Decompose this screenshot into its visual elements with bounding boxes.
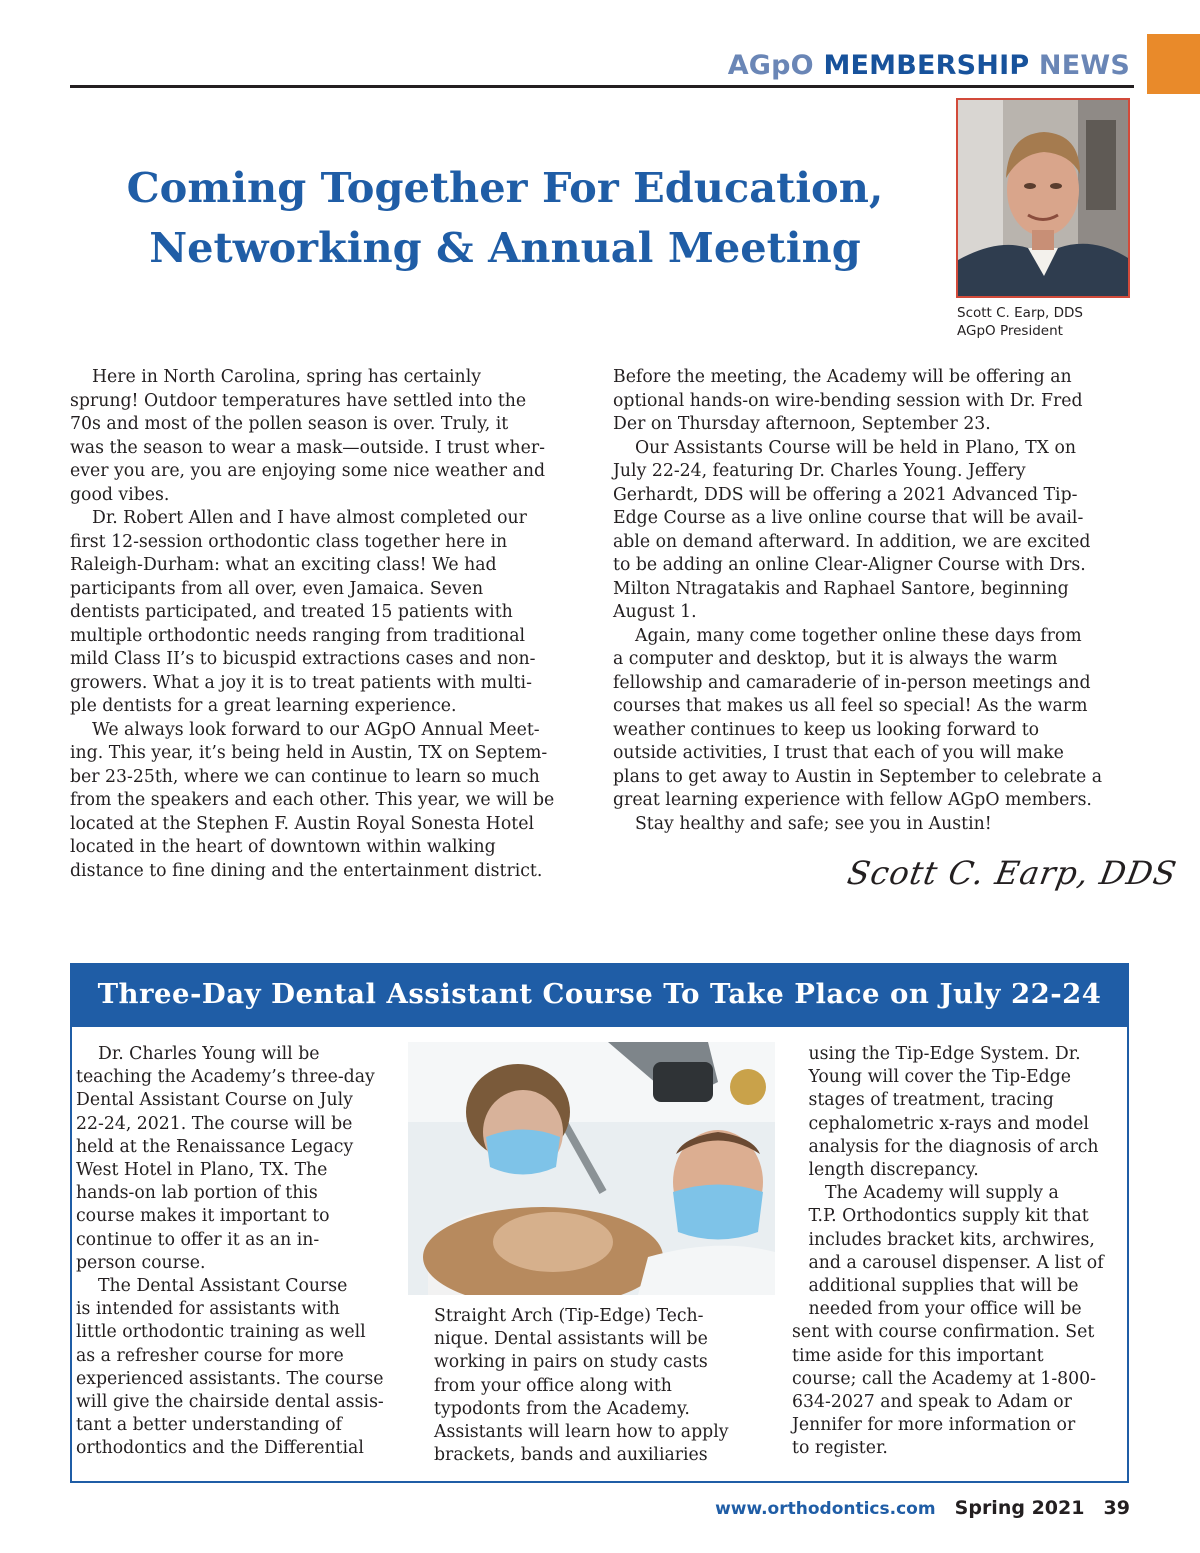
text-line: continue to offer it as an in- (76, 1229, 320, 1250)
text-line: first 12-session orthodontic class together here in (70, 531, 508, 552)
text-line: includes bracket kits, archwires, (792, 1229, 1095, 1250)
text-line: experienced assistants. The course (76, 1368, 384, 1389)
text-line: good vibes. (70, 484, 170, 505)
text-line: located in the heart of downtown within walking (70, 837, 496, 857)
text-line: multiple orthodontic needs ranging from traditional (70, 625, 526, 646)
text-line: course makes it important to (76, 1206, 330, 1227)
text-line: Raleigh-Durham: what an exciting class! We had (70, 555, 497, 575)
text-line: tant a better understanding of (76, 1415, 342, 1436)
text-line: using the Tip-Edge System. Dr. (792, 1044, 1081, 1064)
text-line: working in pairs on study casts (434, 1352, 708, 1373)
text-line: time aside for this important (792, 1345, 1044, 1366)
text-line: Dental Assistant Course on July (76, 1090, 353, 1111)
text-line: to register. (792, 1438, 888, 1459)
article-column-left (70, 366, 590, 883)
text-line: T.P. Orthodontics supply kit that (792, 1206, 1089, 1227)
page-edge-tab (1147, 34, 1200, 94)
text-line: a computer and desktop, but it is always the warm (613, 649, 1058, 669)
text-line: Again, many come together online these days from (613, 625, 1082, 646)
text-line: outside activities, I trust that each of you will make (613, 743, 1064, 763)
text-line: to be adding an online Clear-Aligner Course with Drs. (613, 555, 1086, 575)
text-line: hands-on lab portion of this (76, 1183, 318, 1204)
text-line: ple dentists for a great learning experience. (70, 696, 457, 716)
text-line: Our Assistants Course will be held in Plano, TX on (613, 437, 1076, 458)
text-line: Stay healthy and safe; see you in Austin! (613, 813, 992, 834)
course-column-middle (434, 1305, 728, 1467)
text-line: participants from all over, even Jamaica. Seven (70, 578, 484, 599)
text-line: course; call the Academy at 1-800- (792, 1368, 1096, 1389)
text-line: length discrepancy. (792, 1160, 979, 1181)
text-line: distance to fine dining and the entertainment district. (70, 860, 543, 881)
text-line: 22-24, 2021. The course will be (76, 1113, 353, 1134)
text-line: growers. What a joy it is to treat patients with multi- (70, 672, 532, 693)
text-line: fellowship and camaraderie of in-person meetings and (613, 672, 1091, 693)
section-header-main: MEMBERSHIP (823, 50, 1030, 81)
course-title: Three-Day Dental Assistant Course To Take Place on July 22-24 (97, 978, 1102, 1010)
dental-assistants-photo (408, 1042, 775, 1295)
text-line: We always look forward to our AGpO Annual Meet- (70, 719, 540, 740)
text-line: Edge Course as a live online course that will be avail- (613, 508, 1084, 528)
section-header-suffix: NEWS (1038, 50, 1130, 81)
text-line: brackets, bands and auxiliaries (434, 1445, 708, 1466)
text-line: sent with course confirmation. Set (792, 1322, 1095, 1343)
text-line: August 1. (613, 602, 697, 622)
text-line: Straight Arch (Tip-Edge) Tech- (434, 1306, 704, 1326)
course-column-left (76, 1043, 384, 1461)
article-title-line: Coming Together For Education, (126, 163, 884, 212)
text-line: Dr. Charles Young will be (76, 1044, 320, 1064)
page-number: 39 (1103, 1497, 1130, 1519)
text-line: courses that makes us all feel so special! As the warm (613, 696, 1088, 716)
article-column-right (613, 366, 1133, 836)
page-footer (600, 1497, 1130, 1519)
text-line: weather continues to keep us looking forward to (613, 719, 1040, 740)
text-line: able on demand afterward. In addition, we are excited (613, 531, 1091, 552)
text-line: ing. This year, it’s being held in Austin, TX on Septem- (70, 743, 548, 763)
text-line: additional supplies that will be (792, 1276, 1079, 1297)
text-line: analysis for the diagnosis of arch (792, 1136, 1099, 1157)
header-divider (70, 85, 1134, 88)
course-column-right (792, 1043, 1104, 1461)
caption-role: AGpO President (957, 323, 1063, 339)
text-line: orthodontics and the Differential (76, 1438, 364, 1459)
text-line: West Hotel in Plano, TX. The (76, 1160, 328, 1181)
text-line: July 22-24, featuring Dr. Charles Young. Jeffery (613, 461, 1026, 481)
text-line: will give the chairside dental assis- (76, 1392, 384, 1413)
text-line: The Academy will supply a (792, 1183, 1059, 1204)
text-line: is intended for assistants with (76, 1299, 340, 1320)
text-line: Milton Ntragatakis and Raphael Santore, beginning (613, 578, 1069, 599)
text-line: 634-2027 and speak to Adam or (792, 1392, 1072, 1413)
section-header (700, 50, 1130, 81)
text-line: sprung! Outdoor temperatures have settled into the (70, 390, 527, 411)
text-line: nique. Dental assistants will be (434, 1329, 708, 1350)
text-line: cephalometric x-rays and model (792, 1113, 1089, 1134)
text-line: typodonts from the Academy. (434, 1398, 690, 1419)
text-line: Young will cover the Tip-Edge (792, 1067, 1072, 1088)
text-line: Assistants will learn how to apply (434, 1422, 729, 1443)
text-line: person course. (76, 1252, 206, 1273)
text-line: mild Class II’s to bicuspid extractions cases and non- (70, 649, 536, 669)
text-line: teaching the Academy’s three-day (76, 1067, 375, 1088)
text-line: ever you are, you are enjoying some nice weather and (70, 461, 546, 481)
text-line: Gerhardt, DDS will be offering a 2021 Advanced Tip- (613, 484, 1078, 505)
text-line: needed from your office will be (792, 1299, 1082, 1320)
caption-name: Scott C. Earp, DDS (957, 305, 1084, 321)
text-line: as a refresher course for more (76, 1345, 344, 1366)
footer-issue: Spring 2021 (954, 1497, 1085, 1519)
author-photo (956, 98, 1130, 298)
text-line: Jennifer for more information or (792, 1415, 1076, 1436)
article-title-line: Networking & Annual Meeting (149, 223, 861, 272)
section-header-prefix: AGpO (727, 50, 814, 81)
text-line: Der on Thursday afternoon, September 23. (613, 414, 991, 434)
text-line: Here in North Carolina, spring has certainly (70, 367, 481, 387)
text-line: stages of treatment, tracing (792, 1090, 1054, 1111)
text-line: from your office along with (434, 1375, 672, 1396)
text-line: held at the Renaissance Legacy (76, 1136, 354, 1157)
text-line: little orthodontic training as well (76, 1322, 366, 1343)
text-line: ber 23-25th, where we can continue to learn so much (70, 766, 540, 787)
text-line: was the season to wear a mask—outside. I trust wher- (70, 437, 545, 458)
text-line: The Dental Assistant Course (76, 1276, 348, 1297)
text-line: great learning experience with fellow AGpO members. (613, 790, 1092, 810)
text-line: Dr. Robert Allen and I have almost completed our (70, 508, 527, 528)
text-line: plans to get away to Austin in September to celebrate a (613, 766, 1102, 787)
footer-url[interactable]: www.orthodontics.com (715, 1499, 936, 1519)
text-line: optional hands-on wire-bending session with Dr. Fred (613, 390, 1083, 411)
text-line: located at the Stephen F. Austin Royal Sonesta Hotel (70, 813, 534, 834)
text-line: from the speakers and each other. This year, we will be (70, 790, 555, 810)
text-line: dentists participated, and treated 15 patients with (70, 602, 513, 622)
author-photo-caption (957, 304, 1083, 340)
signature: Scott C. Earp, DDS (844, 854, 1180, 892)
text-line: Before the meeting, the Academy will be offering an (613, 367, 1072, 387)
text-line: and a carousel dispenser. A list of (792, 1252, 1104, 1273)
article-title (70, 158, 940, 278)
text-line: 70s and most of the pollen season is over. Truly, it (70, 414, 509, 434)
